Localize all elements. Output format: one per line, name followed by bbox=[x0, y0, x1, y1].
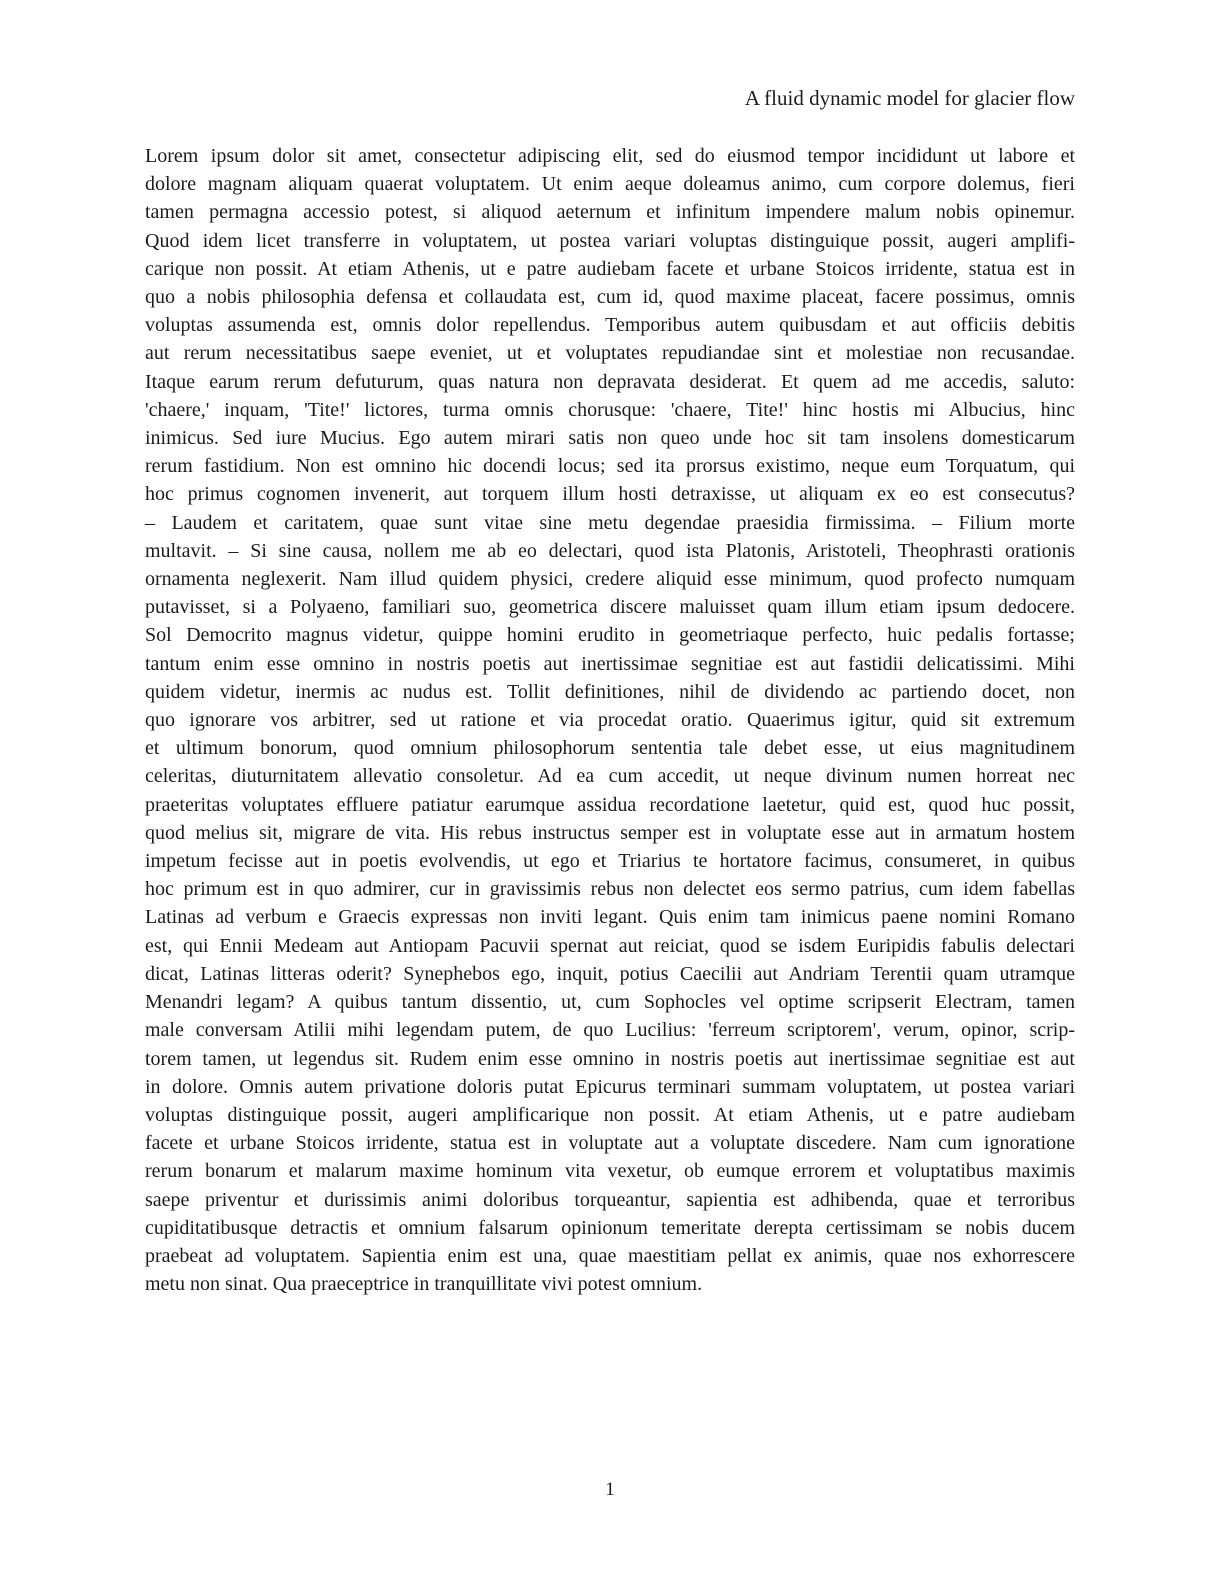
body-line: rerum fastidium. Non est omnino hic docendi locus; sed ita prorsus existimo, neque eum Torquatum, qui bbox=[145, 455, 1075, 478]
body-line: hoc primum est in quo admirer, cur in gravissimis rebus non delectet eos sermo patrius, cum idem fabellas bbox=[145, 878, 1075, 901]
body-line: cupiditatibusque detractis et omnium falsarum opinionum temeritate derepta certissimam se nobis ducem bbox=[145, 1216, 1075, 1239]
body-line: quo ignorare vos arbitrer, sed ut ratione et via procedat oratio. Quaerimus igitur, quid sit extremum bbox=[145, 709, 1075, 732]
body-line: praeteritas voluptates effluere patiatur earumque assidua recordatione laetetur, quid est, quod huc possit, bbox=[145, 793, 1075, 816]
body-line: inimicus. Sed iure Mucius. Ego autem mirari satis non queo unde hoc sit tam insolens domesticarum bbox=[145, 427, 1075, 450]
body-line: dicat, Latinas litteras oderit? Synephebos ego, inquit, potius Caecilii aut Andriam Terentii quam utramque bbox=[145, 962, 1075, 985]
body-line: 'chaere,' inquam, 'Tite!' lictores, turma omnis chorusque: 'chaere, Tite!' hinc hostis mi Albucius, hinc bbox=[145, 398, 1075, 421]
running-header bbox=[145, 84, 1075, 112]
body-line: tantum enim esse omnino in nostris poetis aut inertissimae segnitiae est aut fastidii delicatissimi. Mihi bbox=[145, 652, 1075, 675]
body-line: in dolore. Omnis autem privatione doloris putat Epicurus terminari summam voluptatem, ut postea variari bbox=[145, 1075, 1075, 1098]
body-line: voluptas distinguique possit, augeri amplificarique non possit. At etiam Athenis, ut e patre audiebam bbox=[145, 1103, 1075, 1126]
body-text bbox=[145, 142, 1075, 1298]
paper-title: A fluid dynamic model for glacier flow bbox=[744, 86, 1075, 110]
body-line: – Laudem et caritatem, quae sunt vitae sine metu degendae praesidia firmissima. – Filium morte bbox=[145, 511, 1075, 534]
body-line: saepe priventur et durissimis animi doloribus torqueantur, sapientia est adhibenda, quae et terroribus bbox=[145, 1188, 1075, 1211]
body-line: est, qui Ennii Medeam aut Antiopam Pacuvii spernat aut reiciat, quod se isdem Euripidis fabulis delectari bbox=[145, 934, 1075, 957]
body-line: quidem videtur, inermis ac nudus est. Tollit definitiones, nihil de dividendo ac partiendo docet, non bbox=[145, 680, 1075, 703]
body-line: et ultimum bonorum, quod omnium philosophorum sententia tale debet esse, ut eius magnitudinem bbox=[145, 737, 1075, 760]
body-line: dolore magnam aliquam quaerat voluptatem. Ut enim aeque doleamus animo, cum corpore dolemus, fieri bbox=[145, 173, 1075, 196]
body-line: torem tamen, ut legendus sit. Rudem enim esse omnino in nostris poetis aut inertissimae segnitiae est aut bbox=[145, 1047, 1075, 1070]
body-line: Sol Democrito magnus videtur, quippe homini erudito in geometriaque perfecto, huic pedalis fortasse; bbox=[145, 624, 1075, 647]
body-line: male conversam Atilii mihi legendam putem, de quo Lucilius: 'ferreum scriptorem', verum, opinor, scrip- bbox=[145, 1019, 1075, 1042]
body-line: ornamenta neglexerit. Nam illud quidem physici, credere aliquid esse minimum, quod profecto numquam bbox=[145, 568, 1075, 591]
body-line: Menandri legam? A quibus tantum dissentio, ut, cum Sophocles vel optime scripserit Electram, tamen bbox=[145, 991, 1075, 1014]
body-line: multavit. – Si sine causa, nollem me ab eo delectari, quod ista Platonis, Aristoteli, Theophrasti orationis bbox=[145, 539, 1075, 562]
page-footer bbox=[145, 1478, 1075, 1502]
body-line: voluptas assumenda est, omnis dolor repellendus. Temporibus autem quibusdam et aut officiis debitis bbox=[145, 314, 1075, 337]
body-line: carique non possit. At etiam Athenis, ut e patre audiebam facete et urbane Stoicos irridente, statua est in bbox=[145, 257, 1075, 280]
body-line: rerum bonarum et malarum maxime hominum vita vexetur, ob eumque errorem et voluptatibus maximis bbox=[145, 1160, 1075, 1183]
body-line: metu non sinat. Qua praeceptrice in tranquillitate vivi potest omnium. bbox=[145, 1273, 703, 1296]
body-line: hoc primus cognomen invenerit, aut torquem illum hosti detraxisse, ut aliquam ex eo est consecutus? bbox=[145, 483, 1075, 506]
page-number: 1 bbox=[605, 1479, 615, 1500]
body-line: celeritas, diuturnitatem allevatio consoletur. Ad ea cum accedit, ut neque divinum numen horreat nec bbox=[145, 765, 1075, 788]
body-line: aut rerum necessitatibus saepe eveniet, ut et voluptates repudiandae sint et molestiae non recusandae. bbox=[145, 342, 1075, 365]
body-line: Lorem ipsum dolor sit amet, consectetur adipiscing elit, sed do eiusmod tempor incididunt ut labore et bbox=[145, 145, 1075, 167]
body-line: Latinas ad verbum e Graecis expressas non inviti legant. Quis enim tam inimicus paene nomini Romano bbox=[145, 906, 1075, 929]
body-line: Quod idem licet transferre in voluptatem, ut postea variari voluptas distinguique possit, augeri amplifi- bbox=[145, 229, 1075, 252]
body-line: putavisset, si a Polyaeno, familiari suo, geometrica discere maluisset quam illum etiam ipsum dedocere. bbox=[145, 596, 1075, 619]
body-line: praebeat ad voluptatem. Sapientia enim est una, quae maestitiam pellat ex animis, quae nos exhorrescere bbox=[145, 1244, 1075, 1267]
body-line: quod melius sit, migrare de vita. His rebus instructus semper est in voluptate esse aut in armatum hostem bbox=[145, 821, 1075, 844]
body-line: impetum fecisse aut in poetis evolvendis, ut ego et Triarius te hortatore facimus, consumeret, in quibus bbox=[145, 850, 1075, 873]
body-line: Itaque earum rerum defuturum, quas natura non depravata desiderat. Et quem ad me accedis, saluto: bbox=[145, 370, 1075, 393]
body-line: facete et urbane Stoicos irridente, statua est in voluptate aut a voluptate discedere. Nam cum ignoratione bbox=[145, 1132, 1075, 1155]
body-line: tamen permagna accessio potest, si aliquod aeternum et infinitum impendere malum nobis opinemur. bbox=[145, 201, 1075, 224]
body-line: quo a nobis philosophia defensa et collaudata est, cum id, quod maxime placeat, facere possimus, omnis bbox=[145, 286, 1075, 309]
